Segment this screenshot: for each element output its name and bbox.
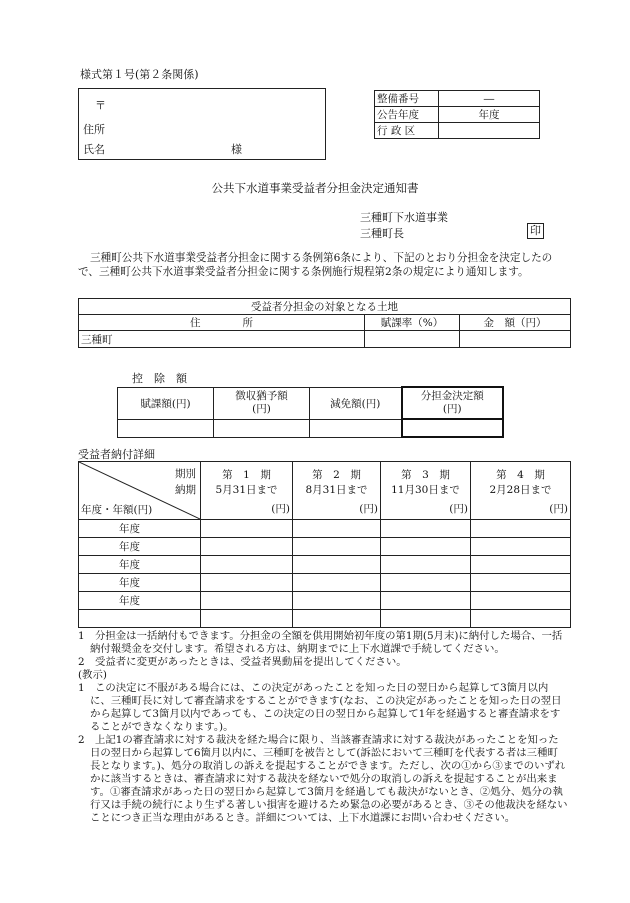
info-label: 公告年度 bbox=[375, 107, 439, 123]
col-exemption: 減免額(円) bbox=[310, 387, 402, 419]
address-label: 住所 bbox=[83, 123, 105, 136]
cell-deferred bbox=[214, 419, 310, 437]
document-title: 公共下水道事業受益者分担金決定通知書 bbox=[211, 181, 419, 195]
period-unit: (円) bbox=[549, 503, 568, 515]
payment-row bbox=[79, 556, 571, 574]
period-due: 5月31日まで bbox=[215, 484, 278, 496]
payment-row bbox=[79, 592, 571, 610]
land-table bbox=[78, 298, 571, 348]
col-address: 住 所 bbox=[79, 315, 365, 331]
seal-mark: 印 bbox=[527, 223, 544, 239]
row-year-label: 年度 bbox=[79, 556, 201, 574]
issuer-line2: 三種町長 bbox=[360, 227, 404, 240]
corner-due: 納期 bbox=[175, 484, 196, 496]
intro-paragraph: 三種町公共下水道事業受益者分担金に関する条例第6条により、下記のとおり分担金を決定したので、三種町公共下水道事業受益者分担金に関する条例施行規程第2条の規定により通知します。 bbox=[78, 252, 553, 278]
notes-section bbox=[78, 630, 568, 825]
payment-cell bbox=[471, 538, 571, 556]
payment-cell bbox=[293, 592, 381, 610]
teaching-label: (教示) bbox=[78, 669, 107, 681]
payment-row bbox=[79, 574, 571, 592]
row-year-label: 年度 bbox=[79, 592, 201, 610]
payment-cell bbox=[201, 574, 293, 592]
form-id: 様式第１号(第２条関係) bbox=[80, 68, 199, 81]
row-year-label: 年度 bbox=[79, 574, 201, 592]
period-unit: (円) bbox=[359, 503, 378, 515]
period-4-header bbox=[471, 462, 571, 520]
payment-title: 受益者納付詳細 bbox=[78, 448, 155, 461]
honorific: 様 bbox=[231, 143, 242, 156]
col-decided: 分担金決定額 (円) bbox=[402, 387, 504, 419]
teaching-2: 2 上記1の審査請求に対する裁決を経た場合に限り、当該審査請求に対する裁決があったことを知った日の翌日から起算して6箇月以内に、三種町を被告として(訴訟において三種町を代表する者は三種町長となります。)、処分の取消しの訴えを提起することができます。ただし、次の①から③までのいずれかに該当するときは、審査請求に対する裁決を経ないで処分の取消しの訴えを提起することが出来ます。①審査請求があった日の翌日から起算して3箇月を経過しても裁決がないとき、②処分、処分の執行又は手続の続行により生ずる著しい損害を避けるため緊急の必要があるとき、③その他裁決を経ないことにつき正当な理由があるとき。詳細については、上下水道課にお問い合わせください。 bbox=[78, 734, 568, 824]
row-address: 三種町 bbox=[79, 331, 365, 348]
land-table-header: 受益者分担金の対象となる土地 bbox=[79, 299, 571, 315]
period-due: 2月28日まで bbox=[489, 484, 552, 496]
corner-cell bbox=[79, 462, 201, 520]
name-label: 氏名 bbox=[83, 143, 105, 156]
period-due: 11月30日まで bbox=[391, 484, 460, 496]
payment-cell bbox=[201, 538, 293, 556]
period-3-header bbox=[381, 462, 471, 520]
postal-mark: 〒 bbox=[95, 99, 106, 112]
payment-cell bbox=[381, 574, 471, 592]
corner-period: 期別 bbox=[175, 468, 196, 480]
note-1: 1 分担金は一括納付もできます。分担金の全額を供用開始初年度の第1期(5月末)に納付した場合、一括納付報奨金を交付します。希望される方は、納期までに上下水道課で手続してください。 bbox=[78, 630, 563, 655]
note-2: 2 受益者に変更があったときは、受益者異動届を提出してください。 bbox=[78, 656, 407, 668]
payment-cell bbox=[201, 556, 293, 574]
info-table bbox=[374, 90, 540, 139]
blank-cell bbox=[471, 610, 571, 628]
col-deferred: 徴収猶予額 (円) bbox=[214, 387, 310, 419]
period-unit: (円) bbox=[271, 503, 290, 515]
corner-year: 年度・年額(円) bbox=[81, 504, 153, 516]
period-due: 8月31日まで bbox=[305, 484, 368, 496]
cell-assessed bbox=[118, 419, 214, 437]
blank-cell bbox=[381, 610, 471, 628]
row-amount bbox=[460, 331, 571, 348]
info-label: 整備番号 bbox=[375, 91, 439, 107]
payment-cell bbox=[293, 538, 381, 556]
blank-cell bbox=[79, 610, 201, 628]
payment-cell bbox=[381, 520, 471, 538]
row-rate bbox=[365, 331, 460, 348]
period-label: 第 1 期 bbox=[222, 469, 271, 481]
payment-cell bbox=[471, 592, 571, 610]
payment-row bbox=[79, 538, 571, 556]
period-1-header bbox=[201, 462, 293, 520]
payment-cell bbox=[381, 592, 471, 610]
issuer-line1: 三種町下水道事業 bbox=[360, 211, 448, 224]
info-value bbox=[439, 123, 540, 139]
payment-cell bbox=[471, 556, 571, 574]
deduction-table bbox=[117, 386, 504, 438]
period-2-header bbox=[293, 462, 381, 520]
blank-cell bbox=[201, 610, 293, 628]
col-amount: 金 額（円） bbox=[460, 315, 571, 331]
deduction-title: 控 除 額 bbox=[132, 372, 187, 385]
payment-cell bbox=[381, 538, 471, 556]
payment-cell bbox=[201, 592, 293, 610]
payment-table bbox=[78, 461, 571, 628]
blank-cell bbox=[293, 610, 381, 628]
info-label: 行 政 区 bbox=[375, 123, 439, 139]
info-value: 年度 bbox=[439, 107, 540, 123]
row-year-label: 年度 bbox=[79, 520, 201, 538]
period-label: 第 4 期 bbox=[496, 469, 545, 481]
period-label: 第 3 期 bbox=[401, 469, 450, 481]
payment-cell bbox=[471, 574, 571, 592]
row-year-label: 年度 bbox=[79, 538, 201, 556]
payment-cell bbox=[471, 520, 571, 538]
payment-cell bbox=[201, 520, 293, 538]
payment-cell bbox=[293, 520, 381, 538]
cell-decided bbox=[402, 419, 504, 437]
recipient-box bbox=[78, 88, 326, 160]
cell-exemption bbox=[310, 419, 402, 437]
col-assessed: 賦課額(円) bbox=[118, 387, 214, 419]
payment-cell bbox=[293, 556, 381, 574]
info-value: ― bbox=[439, 91, 540, 107]
col-rate: 賦課率（%） bbox=[365, 315, 460, 331]
teaching-1: 1 この決定に不服がある場合には、この決定があったことを知った日の翌日から起算して3箇月以内に、三種町長に対して審査請求をすることができます(なお、この決定があったことを知った日の翌日から起算して3箇月以内であっても、この決定の日の翌日から起算して1年を経過すると審査請求をすることができなくなります。)。 bbox=[78, 682, 562, 733]
payment-cell bbox=[381, 556, 471, 574]
period-unit: (円) bbox=[449, 503, 468, 515]
payment-cell bbox=[293, 574, 381, 592]
payment-row bbox=[79, 520, 571, 538]
period-label: 第 2 期 bbox=[312, 469, 361, 481]
